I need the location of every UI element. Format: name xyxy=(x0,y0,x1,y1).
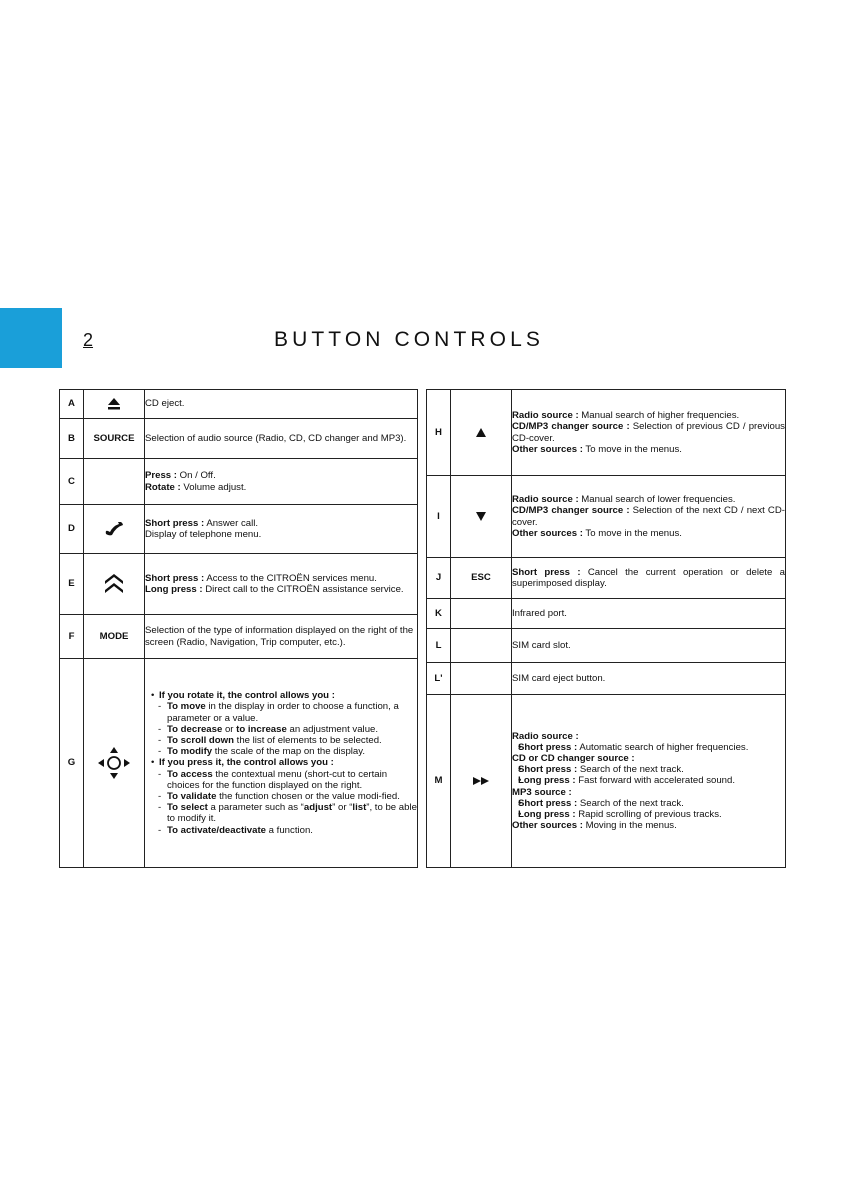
up-arrow-icon xyxy=(476,428,486,437)
row-f xyxy=(60,615,418,659)
key-label: J xyxy=(427,558,451,599)
page-number: 2 xyxy=(83,330,94,350)
key-label: L' xyxy=(427,663,451,695)
row-d xyxy=(60,505,418,554)
key-label: E xyxy=(60,554,84,615)
row-b xyxy=(60,419,418,459)
description: Selection of the type of information displayed on the right of the screen (Radio, Navigation, Trip computer, etc.). xyxy=(145,615,418,659)
description: Selection of audio source (Radio, CD, CD changer and MP3). xyxy=(145,419,418,459)
description: Short press : Answer call. Display of telephone menu. xyxy=(145,505,418,554)
eject-icon xyxy=(107,398,121,410)
description: Radio source : Manual search of lower frequencies. CD/MP3 changer source : Selection of the next CD / next CD-cover. Other sources : To move in the menus. xyxy=(512,476,786,558)
source-button-label: SOURCE xyxy=(84,419,145,459)
description: Radio source : • Short press : Automatic search of higher frequencies. CD or CD changer source : • Short press : Search of the next track. • Long press : Fast forward with accelerated sound. MP3 source : • Short press : Search of the next track. • Long press : Rapid scrolling of previous tracks. Other sources : Moving in the menus. xyxy=(512,695,786,868)
key-label: G xyxy=(60,659,84,868)
citroen-chevrons-icon xyxy=(103,572,125,596)
row-g xyxy=(60,659,418,868)
key-label: F xyxy=(60,615,84,659)
chapter-tab xyxy=(0,308,62,368)
row-e xyxy=(60,554,418,615)
row-i xyxy=(427,476,786,558)
row-k xyxy=(427,599,786,629)
description: Radio source : Manual search of higher frequencies. CD/MP3 changer source : Selection of previous CD / previous CD-cover. Other sources : To move in the menus. xyxy=(512,390,786,476)
row-l-prime xyxy=(427,663,786,695)
joystick-control-icon xyxy=(97,746,131,780)
row-h xyxy=(427,390,786,476)
description: Press : On / Off. Rotate : Volume adjust. xyxy=(145,459,418,505)
key-label: M xyxy=(427,695,451,868)
row-j xyxy=(427,558,786,599)
phone-handset-icon xyxy=(104,522,124,536)
mode-button-label: MODE xyxy=(84,615,145,659)
key-label: K xyxy=(427,599,451,629)
row-c xyxy=(60,459,418,505)
row-m xyxy=(427,695,786,868)
key-label: L xyxy=(427,629,451,663)
controls-table-right xyxy=(426,389,786,868)
page-title: BUTTON CONTROLS xyxy=(274,328,544,351)
description: Short press : Access to the CITROËN services menu. Long press : Direct call to the CITROËN assistance service. xyxy=(145,554,418,615)
key-label: I xyxy=(427,476,451,558)
key-label: B xyxy=(60,419,84,459)
description: Infrared port. xyxy=(512,599,786,629)
description: Short press : Cancel the current operation or delete a superimposed display. xyxy=(512,558,786,599)
description: SIM card slot. xyxy=(512,629,786,663)
key-label: C xyxy=(60,459,84,505)
key-label: H xyxy=(427,390,451,476)
key-label: D xyxy=(60,505,84,554)
down-arrow-icon xyxy=(476,512,486,521)
esc-button-label: ESC xyxy=(451,558,512,599)
description: CD eject. xyxy=(145,390,418,419)
row-l xyxy=(427,629,786,663)
fast-forward-icon xyxy=(473,777,489,785)
controls-table-left xyxy=(59,389,418,868)
key-label: A xyxy=(60,390,84,419)
description: • If you rotate it, the control allows you : - To move in the display in order to choose a function, a parameter or a value. - To decrease or to increase an adjustment value. - To scroll down the list of elements to be selected. - To modify the scale of the map on the display. • If you press it, the control allows you : - To access the contextual menu (short-cut to certain choices for the function displayed on the right. - To validate the function chosen or the value modi-fied. - To select a parameter such as “adjust” or “list”, to be able to modify it. - To activate/deactivate a function. xyxy=(145,659,418,868)
description: SIM card eject button. xyxy=(512,663,786,695)
row-a xyxy=(60,390,418,419)
